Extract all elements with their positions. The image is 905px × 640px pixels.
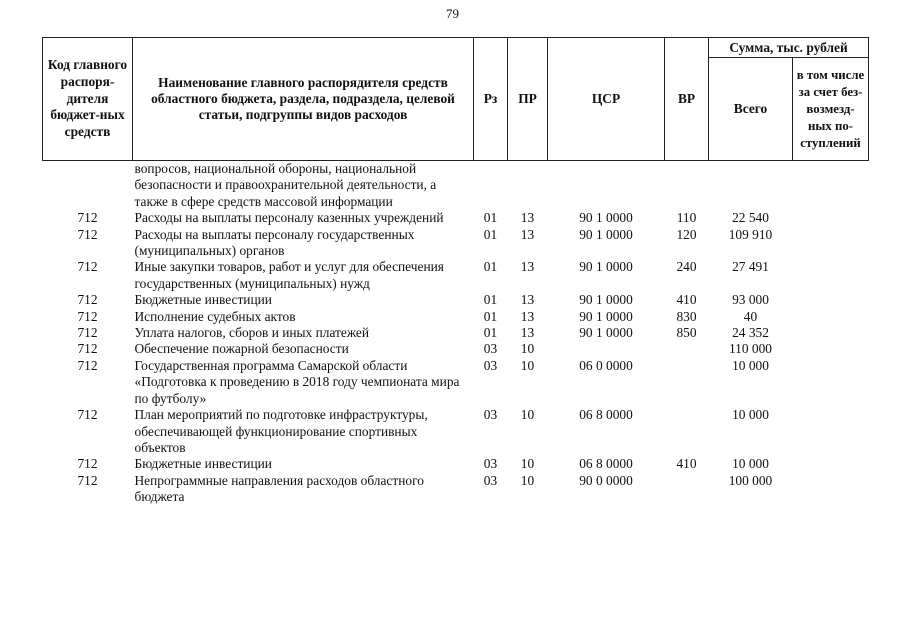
row-pr	[508, 161, 548, 211]
table-row	[43, 407, 869, 456]
row-vr	[665, 407, 709, 456]
row-rz: 03	[483, 341, 498, 357]
header-csr: ЦСР	[548, 38, 665, 161]
row-pr: 13	[520, 325, 535, 341]
row-vr: 240	[676, 259, 697, 275]
header-kod: Код главного распоря-дителя бюджет-ных средств	[43, 38, 133, 161]
row-kod: 712	[77, 407, 98, 423]
header-sum: Сумма, тыс. рублей	[709, 38, 869, 58]
header-total: Всего	[709, 58, 793, 161]
row-free	[793, 341, 869, 357]
row-name: вопросов, национальной обороны, национальной безопасности и правоохранительной деятельности, а также в сфере средств массовой информации	[134, 161, 437, 209]
row-csr: 06 8 0000	[579, 456, 633, 472]
row-csr: 06 0 0000	[579, 357, 633, 373]
row-pr: 10	[520, 407, 535, 423]
row-pr: 10	[520, 472, 535, 488]
row-pr: 13	[520, 210, 535, 226]
row-csr	[548, 341, 665, 357]
row-csr: 90 1 0000	[579, 259, 633, 275]
row-rz: 03	[483, 407, 498, 423]
row-kod: 712	[77, 357, 98, 373]
header-pr: ПР	[508, 38, 548, 161]
row-name: Расходы на выплаты персоналу казенных учреждений	[134, 210, 444, 226]
row-total: 109 910	[728, 226, 773, 242]
row-free	[793, 161, 869, 211]
row-pr: 10	[520, 456, 535, 472]
row-pr: 13	[520, 259, 535, 275]
table-row	[43, 161, 869, 211]
row-kod: 712	[77, 308, 98, 324]
row-vr: 120	[676, 226, 697, 242]
row-free	[793, 473, 869, 506]
row-rz: 01	[483, 259, 498, 275]
row-name: План мероприятий по подготовке инфраструктуры, обеспечивающей функционирование спортивных объектов	[134, 407, 428, 455]
header-vr: ВР	[665, 38, 709, 161]
row-total: 10 000	[732, 407, 769, 423]
row-csr: 90 1 0000	[579, 226, 633, 242]
row-name: Исполнение судебных актов	[134, 308, 296, 324]
table-row	[43, 456, 869, 472]
row-free	[793, 227, 869, 260]
header-name: Наименование главного распорядителя средств областного бюджета, раздела, подраздела, целевой статьи, подгруппы видов расходов	[133, 38, 474, 161]
row-total: 110 000	[728, 341, 773, 357]
row-kod: 712	[77, 259, 98, 275]
row-free	[793, 259, 869, 292]
table-row	[43, 325, 869, 341]
row-name: Непрограммные направления расходов областного бюджета	[134, 472, 424, 505]
row-vr: 830	[676, 308, 697, 324]
row-vr: 110	[676, 210, 697, 226]
row-free	[793, 407, 869, 456]
row-rz: 03	[483, 472, 498, 488]
row-rz: 01	[483, 210, 498, 226]
row-kod: 712	[77, 292, 98, 308]
row-free	[793, 325, 869, 341]
row-vr	[665, 358, 709, 407]
row-csr	[548, 161, 665, 211]
row-kod: 712	[77, 325, 98, 341]
row-rz	[474, 161, 508, 211]
row-name: Расходы на выплаты персоналу государственных (муниципальных) органов	[134, 226, 415, 259]
row-kod	[43, 161, 133, 211]
row-csr: 90 1 0000	[579, 210, 633, 226]
row-free	[793, 210, 869, 226]
row-pr: 13	[520, 292, 535, 308]
row-rz: 01	[483, 308, 498, 324]
table-row	[43, 358, 869, 407]
row-csr: 90 1 0000	[579, 308, 633, 324]
row-vr	[665, 341, 709, 357]
table-header	[43, 38, 869, 161]
row-total: 22 540	[732, 210, 769, 226]
row-rz: 01	[483, 325, 498, 341]
row-kod: 712	[77, 341, 98, 357]
row-csr: 90 1 0000	[579, 292, 633, 308]
row-total: 24 352	[732, 325, 769, 341]
row-total: 27 491	[732, 259, 769, 275]
header-rz: Рз	[474, 38, 508, 161]
row-vr: 850	[676, 325, 697, 341]
row-name: Государственная программа Самарской области «Подготовка к проведению в 2018 году чемпионата мира по футболу»	[134, 357, 460, 406]
row-vr	[665, 161, 709, 211]
row-pr: 10	[520, 341, 535, 357]
row-kod: 712	[77, 210, 98, 226]
table-row	[43, 259, 869, 292]
row-total: 10 000	[732, 357, 769, 373]
row-rz: 03	[483, 357, 498, 373]
row-csr: 06 8 0000	[579, 407, 633, 423]
table-row	[43, 292, 869, 308]
row-total: 10 000	[732, 456, 769, 472]
row-pr: 10	[520, 357, 535, 373]
row-free	[793, 292, 869, 308]
row-pr: 13	[520, 308, 535, 324]
table-row	[43, 341, 869, 357]
row-free	[793, 309, 869, 325]
row-name: Обеспечение пожарной безопасности	[134, 341, 349, 357]
table-row	[43, 473, 869, 506]
row-total: 40	[743, 308, 758, 324]
row-pr: 13	[520, 226, 535, 242]
row-total: 93 000	[732, 292, 769, 308]
header-free: в том числе за счет без-возмезд-ных по-ступлений	[793, 58, 869, 161]
row-csr: 90 0 0000	[579, 472, 633, 488]
row-name: Иные закупки товаров, работ и услуг для обеспечения государственных (муниципальных) нужд	[134, 259, 444, 291]
row-name: Уплата налогов, сборов и иных платежей	[134, 325, 370, 341]
row-free	[793, 456, 869, 472]
table-row	[43, 210, 869, 226]
row-total	[709, 161, 793, 211]
table-row	[43, 309, 869, 325]
row-name: Бюджетные инвестиции	[134, 456, 272, 472]
row-kod: 712	[77, 456, 98, 472]
row-total: 100 000	[728, 472, 773, 488]
budget-table	[42, 37, 869, 506]
row-vr: 410	[676, 292, 697, 308]
page-number: 79	[446, 6, 459, 21]
row-kod: 712	[77, 472, 98, 488]
row-rz: 01	[483, 292, 498, 308]
row-rz: 03	[483, 456, 498, 472]
row-csr: 90 1 0000	[579, 325, 633, 341]
table-row	[43, 227, 869, 260]
table-body	[43, 161, 869, 506]
row-kod: 712	[77, 226, 98, 242]
row-vr: 410	[676, 456, 697, 472]
row-name: Бюджетные инвестиции	[134, 292, 272, 308]
row-rz: 01	[483, 226, 498, 242]
row-free	[793, 358, 869, 407]
row-vr	[665, 473, 709, 506]
